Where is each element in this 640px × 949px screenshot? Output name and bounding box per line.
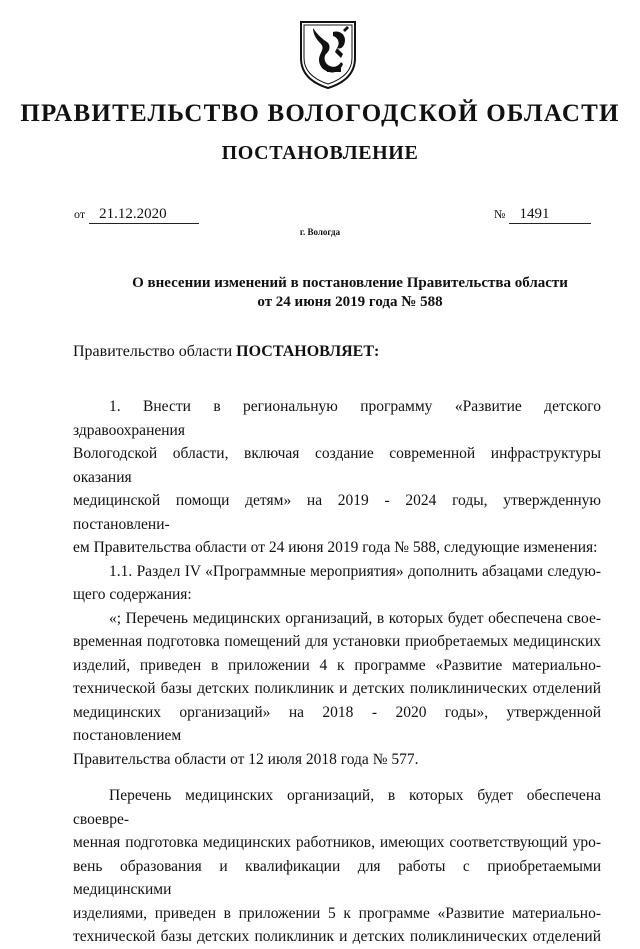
- body-line: изделий, приведен в приложении 4 к программе «Развитие материально-: [73, 656, 601, 674]
- number-prefix: №: [494, 207, 506, 221]
- body-line: 1.1. Раздел IV «Программные мероприятия» дополнить абзацами следую-: [109, 562, 601, 580]
- body-line: Перечень медицинских организаций, в которых будет обеспечена своевре-: [73, 787, 601, 828]
- document-date: [74, 206, 199, 224]
- body-line: временная подготовка помещений для установки приобретаемых медицинских: [73, 633, 601, 650]
- resolves-clause: [73, 343, 379, 361]
- subject-line: от 24 июня 2019 года № 588: [257, 294, 443, 310]
- document-body: [73, 395, 601, 949]
- body-line: медицинских организаций» на 2018 - 2020 годы», утвержденной постановлением: [73, 703, 601, 744]
- date-value: 21.12.2020: [89, 206, 199, 224]
- coat-of-arms-icon: [297, 18, 359, 90]
- body-line: 1. Внести в региональную программу «Развитие детского здравоохранения: [73, 398, 601, 439]
- date-prefix: от: [74, 207, 86, 221]
- organization-title: ПРАВИТЕЛЬСТВО ВОЛОГОДСКОЙ ОБЛАСТИ: [20, 100, 620, 127]
- body-line: менная подготовка медицинских работников, имеющих соответствующий уро-: [73, 834, 601, 851]
- subject-line: О внесении изменений в постановление Правительства области: [132, 275, 568, 291]
- body-line: щего содержания:: [73, 586, 192, 603]
- body-line: технической базы детских поликлиник и детских поликлинических отделений: [73, 928, 601, 945]
- body-line: Вологодской области, включая создание современной инфраструктуры оказания: [73, 445, 601, 486]
- document-subject: [60, 274, 640, 312]
- body-line: Правительства области от 12 июля 2018 года № 577.: [73, 750, 419, 768]
- body-line: изделиями, приведен в приложении 5 к программе «Развитие материально-: [73, 904, 601, 922]
- resolves-emphasis: ПОСТАНОВЛЯЕТ:: [236, 343, 380, 360]
- document-number: [494, 206, 591, 224]
- resolves-text: Правительство области: [73, 343, 237, 360]
- body-line: вень образования и квалификации для работы с приобретаемыми медицинскими: [73, 857, 601, 898]
- body-line: ем Правительства области от 24 июня 2019 года № 588, следующие изменения:: [73, 539, 598, 556]
- body-line: «; Перечень медицинских организаций, в которых будет обеспечена свое-: [109, 609, 601, 627]
- body-line: технической базы детских поликлиник и детских поликлинических отделений: [73, 680, 601, 697]
- body-line: медицинской помощи детям» на 2019 - 2024 годы, утвержденную постановлени-: [73, 492, 601, 533]
- city-label: г. Вологда: [299, 227, 341, 237]
- number-value: 1491: [509, 206, 591, 224]
- document-type: ПОСТАНОВЛЕНИЕ: [221, 142, 419, 164]
